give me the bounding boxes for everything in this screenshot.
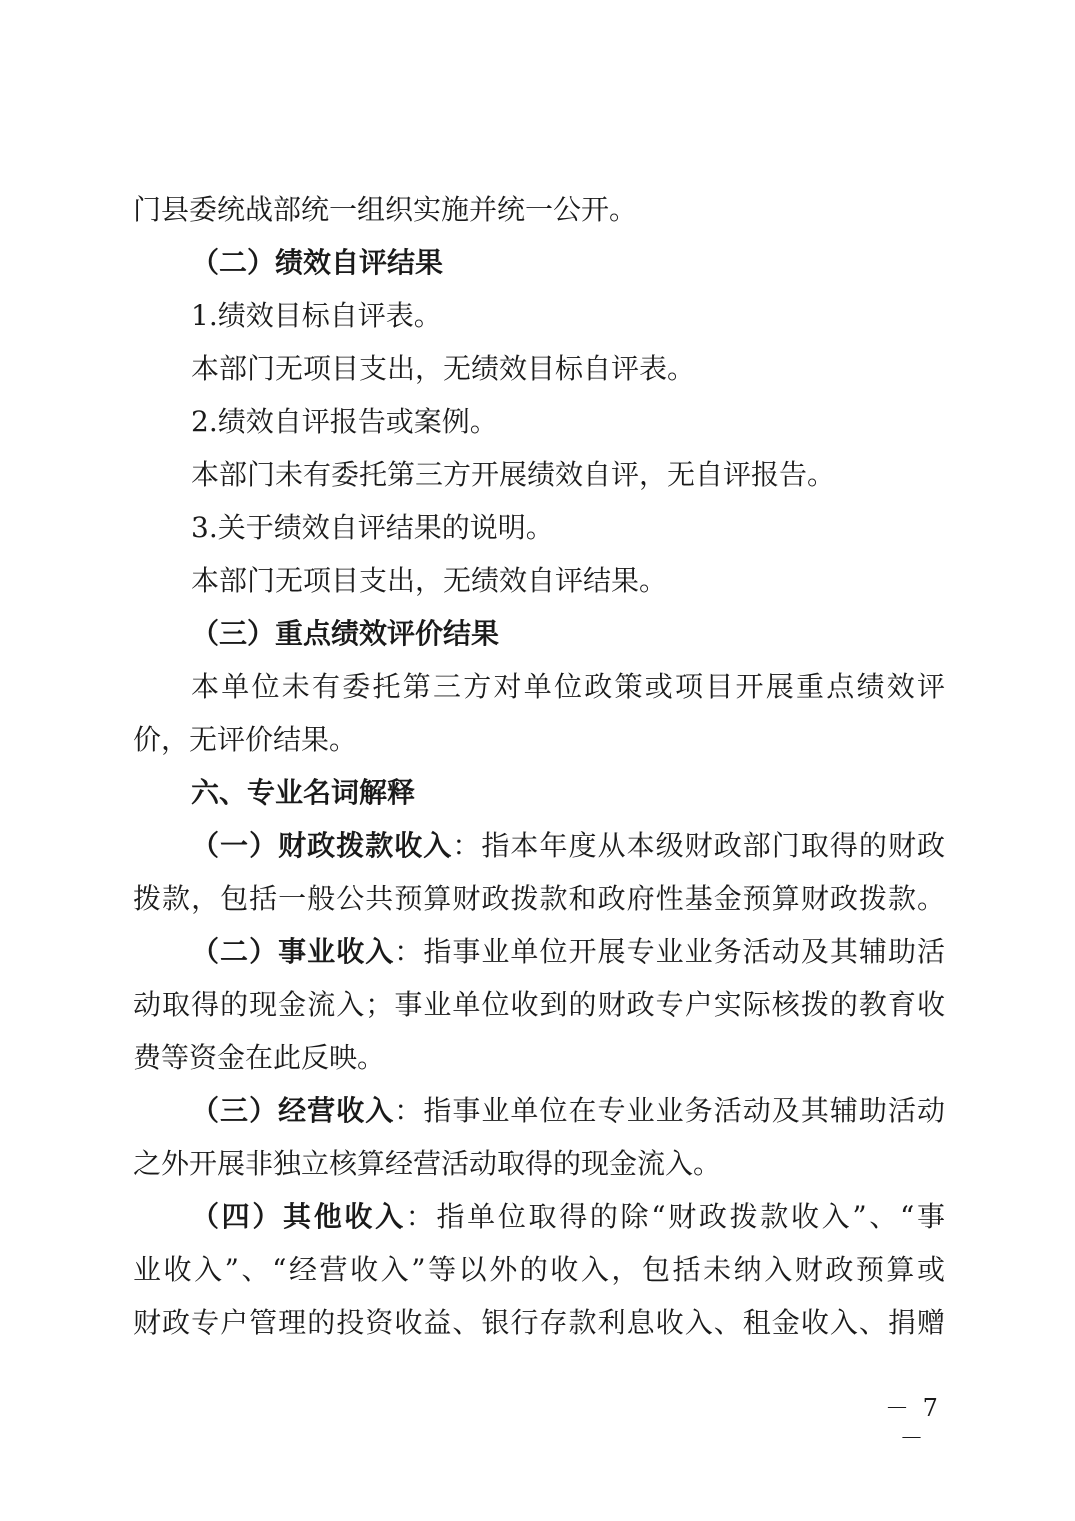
definition-line — [133, 1084, 945, 1137]
line-text: 本单位未有委托第三方对单位政策或项目开展重点绩效评 — [191, 670, 945, 703]
definition-text: ：指本年度从本级财政部门取得的财政 — [452, 829, 945, 862]
line-text: 本部门无项目支出，无绩效目标自评表。 — [191, 352, 696, 385]
paragraph-line — [133, 554, 945, 607]
paragraph-line — [133, 713, 945, 766]
line-text: 1.绩效目标自评表。 — [191, 299, 442, 332]
heading-text: （三）重点绩效评价结果 — [191, 617, 500, 650]
paragraph-line — [133, 342, 945, 395]
paragraph-line — [133, 872, 945, 925]
definition-term: （一）财政拨款收入 — [191, 829, 453, 862]
section-heading-glossary — [133, 766, 945, 819]
paragraph-line — [133, 978, 945, 1031]
line-text: 之外开展非独立核算经营活动取得的现金流入。 — [133, 1147, 722, 1180]
document-body — [133, 183, 945, 1349]
definition-line — [133, 819, 945, 872]
paragraph-line — [133, 395, 945, 448]
paragraph-line — [133, 1031, 945, 1084]
definition-line — [133, 925, 945, 978]
definition-line — [133, 1190, 945, 1243]
definition-text: ：指单位取得的除“财政拨款收入”、“事 — [405, 1200, 945, 1233]
definition-term: （四）其他收入 — [191, 1200, 406, 1233]
paragraph-line — [133, 1296, 945, 1349]
line-text: 本部门未有委托第三方开展绩效自评，无自评报告。 — [191, 458, 836, 491]
line-text: 门县委统战部统一组织实施并统一公开。 — [133, 193, 638, 226]
heading-text: 六、专业名词解释 — [191, 776, 416, 809]
line-text: 3.关于绩效自评结果的说明。 — [191, 511, 554, 544]
line-text: 业收入”、“经营收入”等以外的收入，包括未纳入财政预算或 — [133, 1253, 945, 1286]
paragraph-line — [133, 448, 945, 501]
definition-term: （三）经营收入 — [191, 1094, 395, 1127]
definition-text: ：指事业单位在专业业务活动及其辅助活动 — [394, 1094, 945, 1127]
paragraph-line — [133, 660, 945, 713]
page-number: － 7 － — [885, 1394, 941, 1452]
section-heading-performance-self-evaluation — [133, 236, 945, 289]
line-text: 财政专户管理的投资收益、银行存款利息收入、租金收入、捐赠 — [133, 1306, 945, 1339]
line-text: 价，无评价结果。 — [133, 723, 358, 756]
paragraph-line — [133, 1243, 945, 1296]
definition-text: ：指事业单位开展专业业务活动及其辅助活 — [394, 935, 945, 968]
line-text: 动取得的现金流入；事业单位收到的财政专户实际核拨的教育收 — [133, 988, 945, 1021]
line-text: 拨款，包括一般公共预算财政拨款和政府性基金预算财政拨款。 — [133, 882, 945, 915]
line-text: 2.绩效自评报告或案例。 — [191, 405, 498, 438]
paragraph-line — [133, 501, 945, 554]
line-text: 本部门无项目支出，无绩效自评结果。 — [191, 564, 668, 597]
paragraph-line — [133, 183, 945, 236]
paragraph-line — [133, 289, 945, 342]
definition-term: （二）事业收入 — [191, 935, 395, 968]
section-heading-key-performance-evaluation — [133, 607, 945, 660]
heading-text: （二）绩效自评结果 — [191, 246, 444, 279]
paragraph-line — [133, 1137, 945, 1190]
line-text: 费等资金在此反映。 — [133, 1041, 386, 1074]
